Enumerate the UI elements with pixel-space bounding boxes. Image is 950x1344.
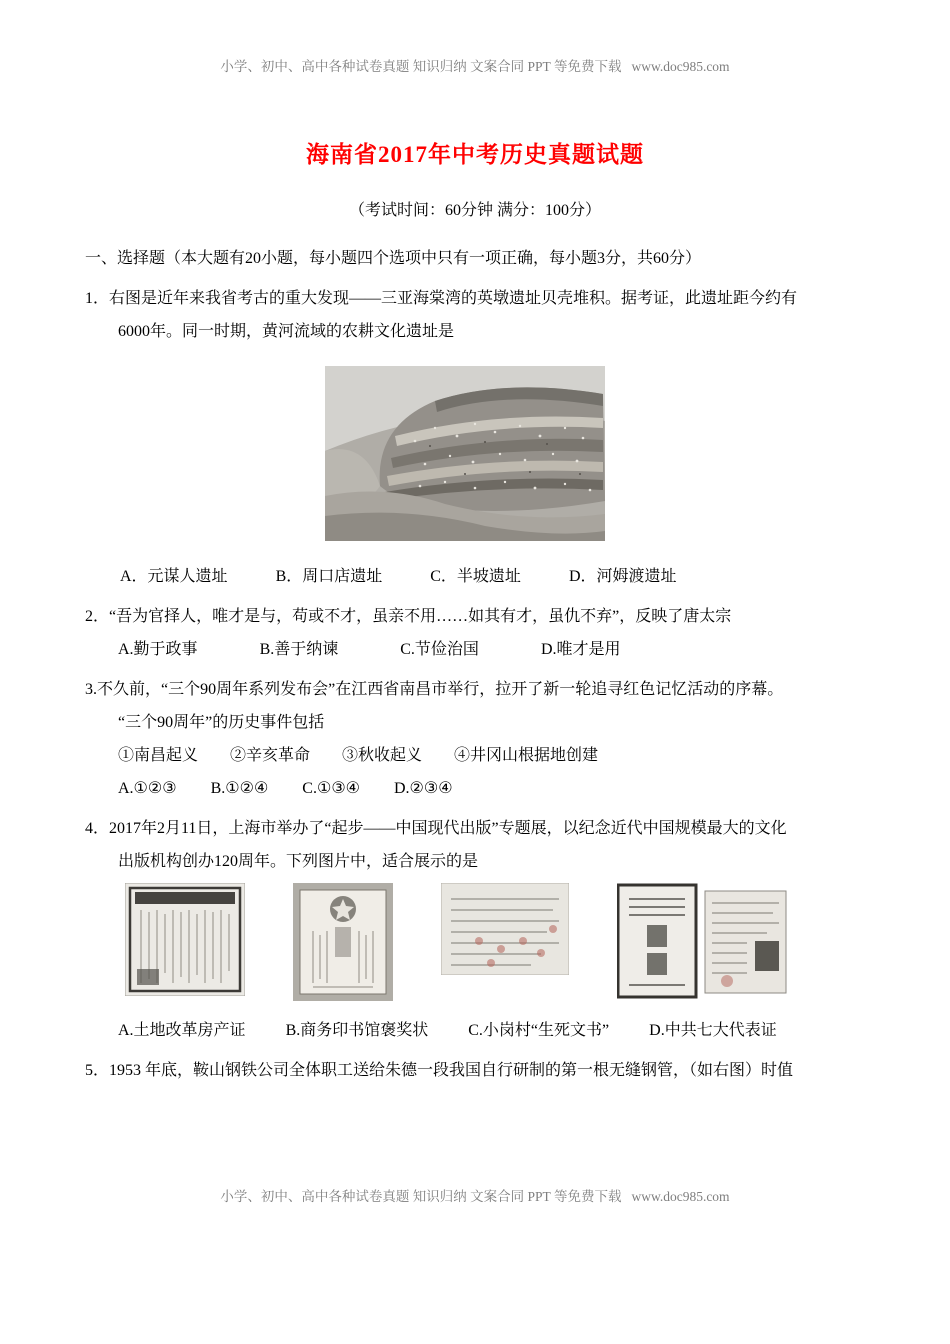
q2-option-b: B.善于纳谏 [259,641,339,658]
q4-caption-d: D.中共七大代表证 [649,1022,777,1039]
q3-option-b: B.①②④ [210,780,269,797]
page-title: 海南省2017年中考历史真题试题 [306,142,644,167]
footer-url: www.doc985.com [631,1189,730,1204]
question-1-line-1: 1．右图是近年来我省考古的重大发现——三亚海棠湾的英墩遗址贝壳堆积。据考证，此遗址距今约有 [85,290,798,307]
site-footer [0,1188,950,1206]
shell-mound-photo-graphic [325,366,605,541]
q1-option-a: A．元谋人遗址 [120,568,228,585]
question-4-line-1: 4．2017年2月11日，上海市举办了“起步——中国现代出版”专题展，以纪念近代中国规模最大的文化 [85,820,787,837]
question-4-line-2: 出版机构创办120周年。下列图片中，适合展示的是 [118,853,479,870]
question-1-options [120,560,865,593]
q2-option-d: D.唯才是用 [540,641,621,658]
q4-caption-a: A.土地改革房产证 [118,1022,246,1039]
question-2-line-1: 2．“吾为官择人，唯才是与，苟或不才，虽亲不用……如其有才，虽仇不弃”，反映了唐太宗 [85,608,732,625]
question-3-options [118,772,865,805]
question-1-figure [85,366,865,546]
question-4-images [125,883,865,1001]
question-5-line-1: 5．1953 年底，鞍山钢铁公司全体职工送给朱德一段我国自行研制的第一根无缝钢管，（如右图）时值 [85,1062,794,1079]
q2-option-c: C.节俭治国 [400,641,479,658]
seventh-congress-delegate-card-image [617,883,787,1001]
q1-option-b: B．周口店遗址 [275,568,383,585]
site-url: www.doc985.com [631,59,730,74]
question-1-line-2: 6000年。同一时期，黄河流域的农耕文化遗址是 [118,323,455,340]
q1-option-d: D．河姆渡遗址 [568,568,677,585]
q3-item-2: ②辛亥革命 [230,747,311,764]
q3-item-3: ③秋收起义 [342,747,423,764]
site-header [85,58,865,76]
q3-option-d: D.②③④ [394,780,453,797]
question-3-line-1: 3.不久前，“三个90周年系列发布会”在江西省南昌市举行，拉开了新一轮追寻红色记忆活动的序幕。 [85,681,784,698]
delegate-card-graphic [617,883,787,1001]
q1-option-c: C．半坡遗址 [430,568,521,585]
q4-caption-c: C.小岗村“生死文书” [468,1022,610,1039]
xiaogang-life-death-contract-image [441,883,569,975]
land-reform-certificate-image [125,883,245,996]
question-2-options [118,633,865,666]
question-3-items [118,739,865,772]
footer-line [0,1188,950,1206]
q3-option-a: A.①②③ [118,780,177,797]
commercial-press-award-graphic [293,883,393,1001]
q4-caption-b: B.商务印书馆褒奖状 [285,1022,429,1039]
section-heading: 一、选择题（本大题有20小题，每小题四个选项中只有一项正确，每小题3分，共60分） [85,250,702,267]
xiaogang-contract-graphic [441,883,569,975]
q3-item-4: ④井冈山根据地创建 [454,747,599,764]
footer-tagline: 小学、初中、高中各种试卷真题 知识归纳 文案合同 PPT 等免费下载 [220,1189,622,1204]
site-tagline: 小学、初中、高中各种试卷真题 知识归纳 文案合同 PPT 等免费下载 [220,59,622,74]
question-4-captions [118,1014,865,1047]
q3-item-1: ①南昌起义 [118,747,199,764]
q3-option-c: C.①③④ [302,780,360,797]
question-3-line-2: “三个90周年”的历史事件包括 [118,714,325,731]
q2-option-a: A.勤于政事 [118,641,198,658]
shell-mound-photo [325,366,605,541]
exam-info: （考试时间：60分钟 满分：100分） [348,202,601,219]
commercial-press-award-image [293,883,393,1001]
land-reform-certificate-graphic [125,883,245,996]
